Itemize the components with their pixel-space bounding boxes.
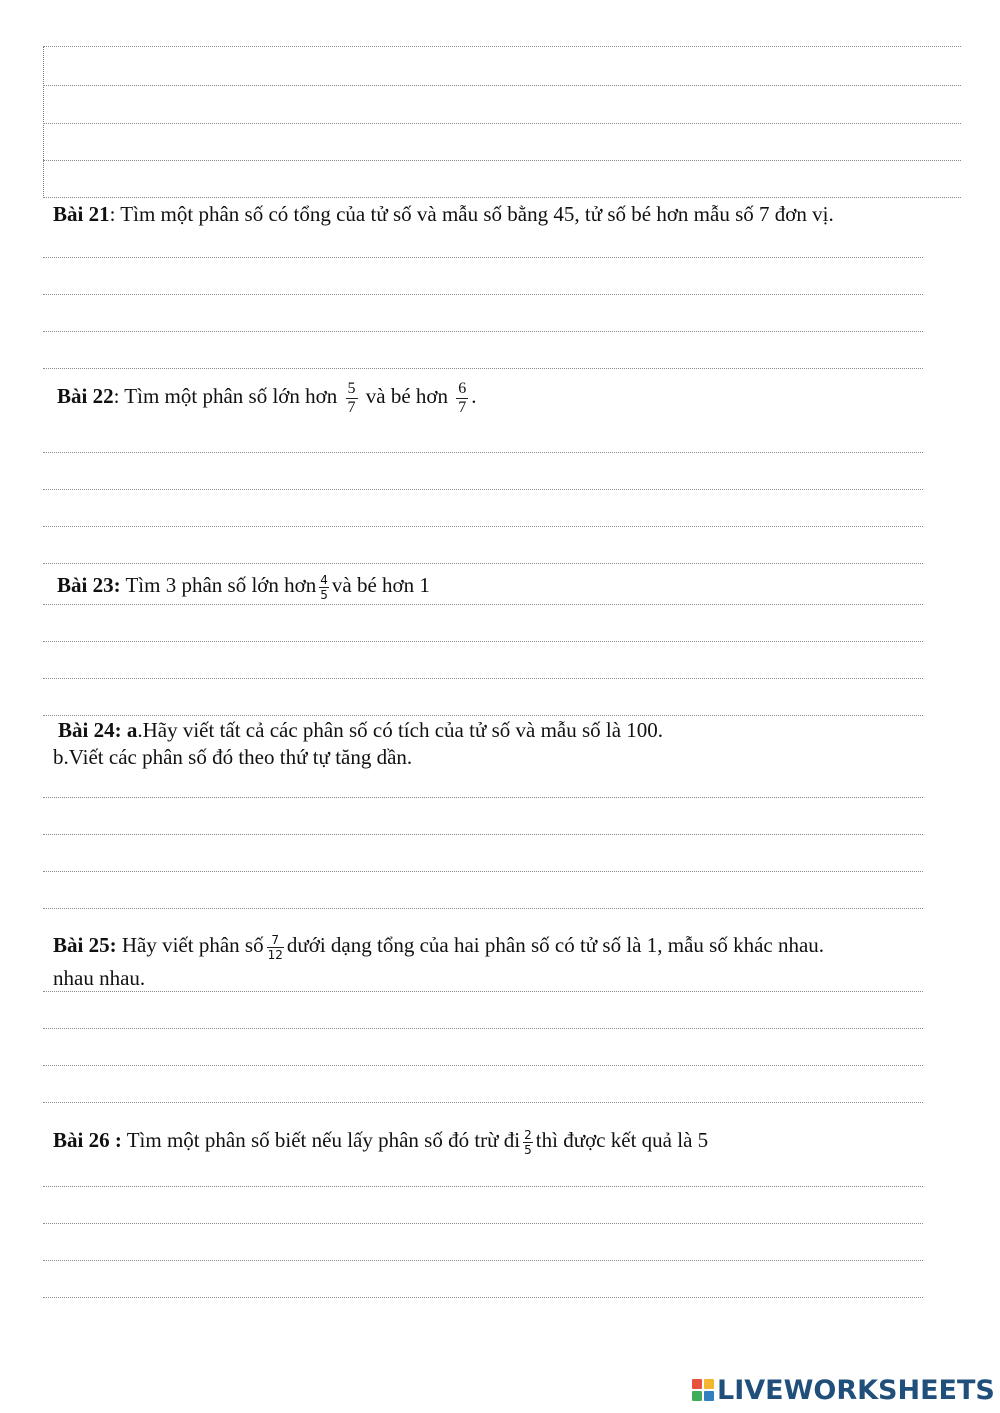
exercise-24-part-a: [58, 716, 663, 744]
fraction: [346, 380, 358, 417]
liveworksheets-brand: [692, 1373, 995, 1407]
answer-line: [43, 197, 961, 198]
exercise-25: [53, 925, 824, 965]
answer-line[interactable]: [43, 908, 923, 909]
answer-line[interactable]: [43, 1260, 923, 1261]
exercise-25-continued: [53, 964, 145, 992]
fraction-denominator: 7: [458, 398, 467, 416]
answer-line[interactable]: [43, 991, 923, 992]
answer-line[interactable]: [43, 452, 923, 453]
answer-line[interactable]: [43, 257, 923, 258]
fraction: [267, 933, 284, 962]
exercise-text: : Tìm một phân số có tổng của tử số và mẫu số bằng 45, tử số bé hơn mẫu số 7 đơn vị.: [109, 202, 834, 226]
exercise-label: Bài 24:: [58, 718, 122, 742]
answer-box-top: [43, 46, 961, 198]
exercise-label: Bài 26 :: [53, 1128, 122, 1152]
answer-line[interactable]: [43, 604, 923, 605]
answer-line[interactable]: [43, 1065, 923, 1066]
fraction-numerator: 6: [458, 379, 467, 397]
exercise-text: Hãy viết phân số: [121, 933, 264, 957]
exercise-text: dưới dạng tổng của hai phân số có tử số là 1, mẫu số khác nhau.: [286, 933, 825, 957]
answer-line[interactable]: [43, 368, 923, 369]
fraction: [523, 1128, 533, 1157]
exercise-label: Bài 21: [53, 202, 110, 226]
answer-line: [43, 85, 961, 86]
answer-line[interactable]: [43, 294, 923, 295]
exercise-text: : Tìm một phân số lớn hơn: [113, 384, 338, 408]
exercise-22: [57, 374, 477, 418]
answer-line: [43, 46, 961, 47]
exercise-text: .Hãy viết tất cả các phân số có tích của tử số và mẫu số là 100.: [137, 718, 664, 742]
answer-line[interactable]: [43, 1297, 923, 1298]
answer-line[interactable]: [43, 797, 923, 798]
fraction: [456, 380, 468, 417]
fraction: [319, 573, 329, 602]
exercise-text: b.Viết các phân số đó theo thứ tự tăng dần.: [53, 745, 413, 769]
fraction-denominator: 5: [524, 1142, 532, 1157]
exercise-text: Tìm một phân số biết nếu lấy phân số đó trừ đi: [126, 1128, 521, 1152]
liveworksheets-logo-icon: [692, 1379, 714, 1401]
answer-line: [43, 160, 961, 161]
fraction-denominator: 7: [347, 398, 356, 416]
answer-line[interactable]: [43, 678, 923, 679]
answer-line[interactable]: [43, 641, 923, 642]
exercise-label: Bài 22: [57, 384, 114, 408]
exercise-text: và bé hơn 1: [331, 573, 430, 597]
exercise-text: Tìm 3 phân số lớn hơn: [125, 573, 317, 597]
exercise-23: [57, 566, 430, 604]
exercise-label: Bài 23:: [57, 573, 121, 597]
answer-line[interactable]: [43, 1223, 923, 1224]
fraction-numerator: 7: [267, 933, 284, 948]
fraction-numerator: 5: [347, 379, 356, 397]
fraction-denominator: 12: [267, 947, 283, 962]
fraction-numerator: 4: [320, 572, 328, 587]
answer-line[interactable]: [43, 1028, 923, 1029]
answer-line[interactable]: [43, 834, 923, 835]
exercise-24-part-b: [53, 743, 412, 771]
exercise-text: và bé hơn: [365, 384, 449, 408]
exercise-label: Bài 25:: [53, 933, 117, 957]
answer-line[interactable]: [43, 871, 923, 872]
exercise-21: [53, 200, 834, 228]
fraction-numerator: 2: [524, 1127, 532, 1142]
part-label: a: [126, 718, 138, 742]
exercise-text: nhau nhau.: [53, 966, 146, 990]
answer-line[interactable]: [43, 331, 923, 332]
exercise-26: [53, 1120, 708, 1160]
answer-line[interactable]: [43, 563, 923, 564]
answer-line: [43, 123, 961, 124]
exercise-text: .: [471, 384, 477, 408]
brand-logo-text: LIVEWORKSHEETS: [717, 1374, 995, 1406]
answer-line[interactable]: [43, 1102, 923, 1103]
answer-line[interactable]: [43, 526, 923, 527]
answer-line[interactable]: [43, 1186, 923, 1187]
answer-line[interactable]: [43, 489, 923, 490]
exercise-text: thì được kết quả là 5: [535, 1128, 709, 1152]
fraction-denominator: 5: [320, 587, 328, 602]
